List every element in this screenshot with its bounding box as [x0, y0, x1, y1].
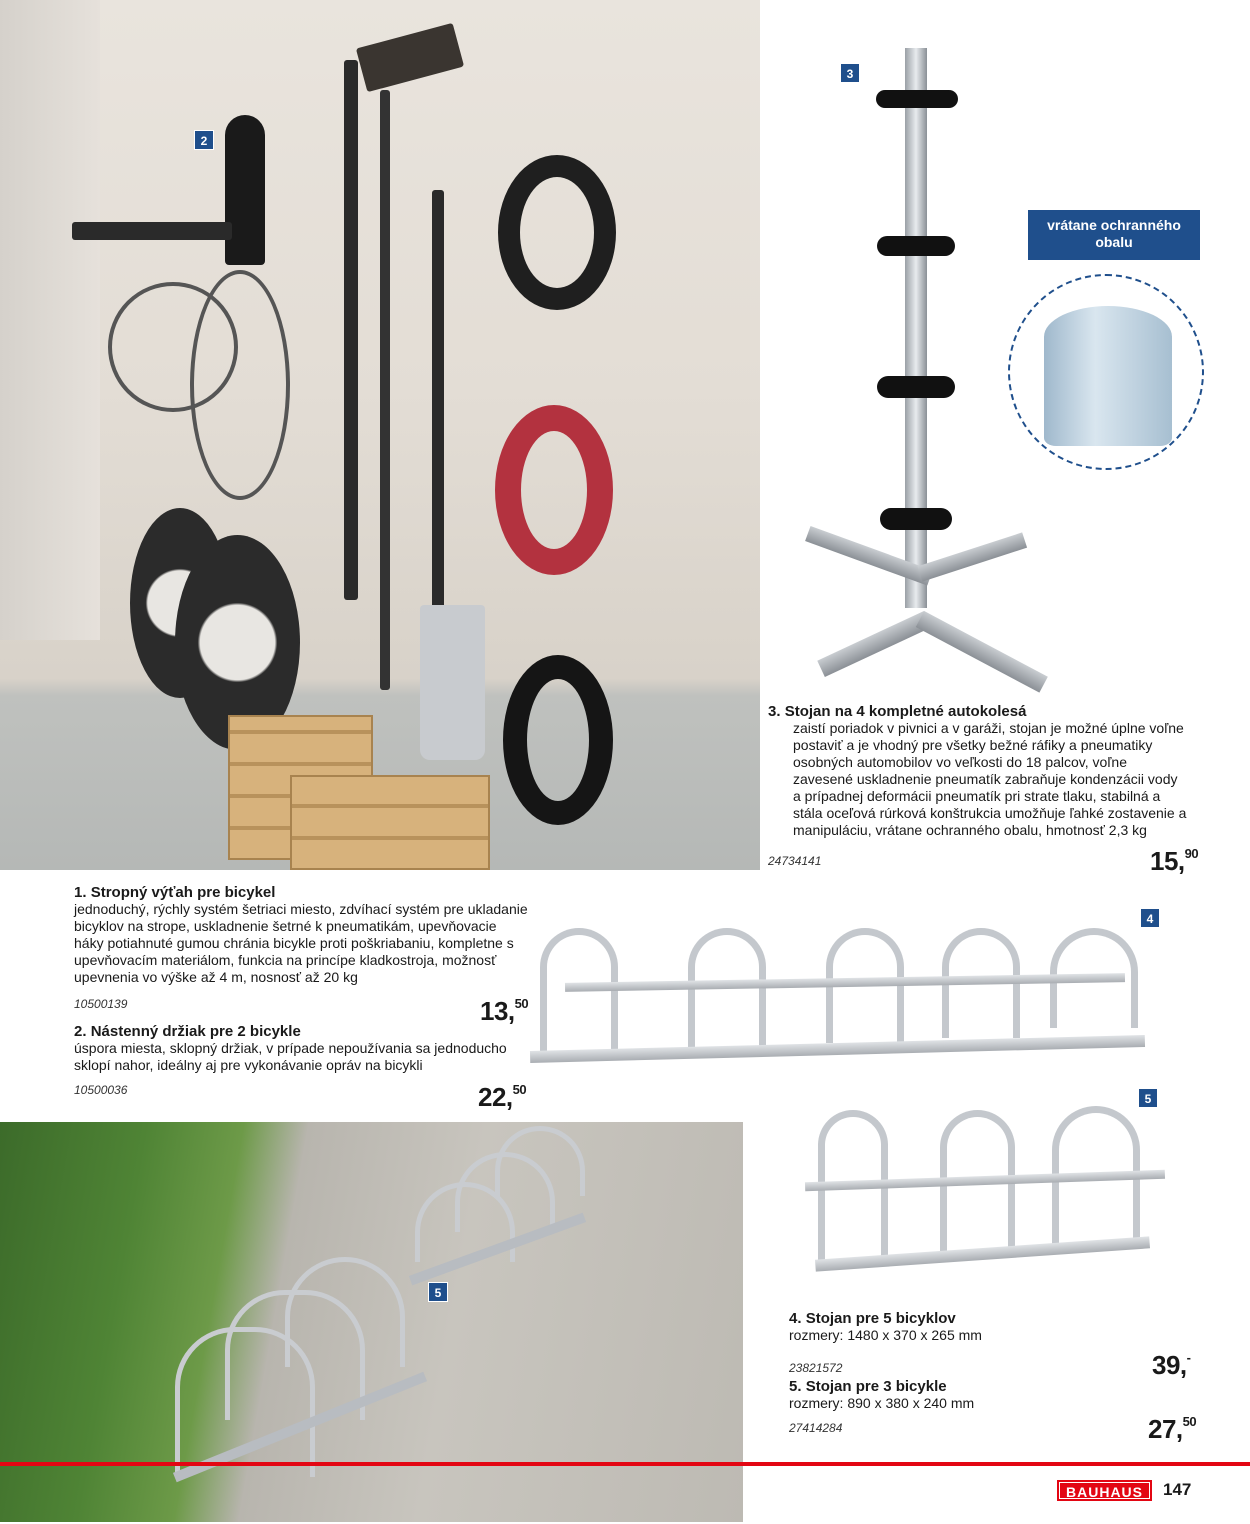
product-5-name: Stojan pre 3 bicykle	[805, 1378, 947, 1395]
stand-plate-4	[880, 508, 952, 530]
badge-4: 4	[1140, 908, 1160, 928]
park-rack-near-arc-3	[285, 1257, 405, 1367]
product-4-code: 23821572	[789, 1361, 843, 1375]
product-3-name: Stojan na 4 kompletné autokolesá	[784, 703, 1027, 720]
product-4-name: Stojan pre 5 bicyklov	[805, 1310, 956, 1327]
protective-cover-inset	[1008, 274, 1204, 470]
product-1-name: Stropný výťah pre bicykel	[90, 884, 276, 901]
product-2	[74, 1023, 529, 1099]
cover-banner-line1: vrátane ochranného	[1047, 217, 1181, 233]
product-5-price-main: 27,	[1148, 1414, 1183, 1444]
bauhaus-logo: BAUHAUS	[1057, 1480, 1152, 1501]
product-3-description: zaistí poriadok v pivnici a v garáži, stojan je možné úplne voľne postaviť a je vhodný pre všetky bežné ráfiky a pneumatiky osobných automobilov vo veľkosti do 18 palcov, voľne zavesené uskladnenie pneumatík zabraňuje kondenzácii vody a prípadnej deformácii pneumatík pri strate tlaku, stabilná a stála oceľová rúrková konštrukcia umožňuje ľahké zostavenie a manipuláciu, vrátane ochranného obalu, hmotnosť 2,3 kg	[793, 720, 1187, 838]
wall-shadow	[0, 0, 100, 640]
product-3-code: 24734141	[768, 854, 822, 868]
product-3	[768, 703, 1188, 870]
product-3-title	[768, 703, 1188, 720]
tool-handle-2	[380, 90, 390, 690]
stand-plate-3	[877, 376, 955, 398]
product-2-price-cents: 50	[512, 1082, 527, 1097]
product-5-description: rozmery: 890 x 380 x 240 mm	[789, 1395, 975, 1411]
stand-leg-4	[916, 611, 1048, 693]
garage-photo	[0, 0, 760, 870]
broom-head	[356, 23, 464, 92]
product-2-price	[478, 1082, 526, 1113]
product-5-number: 5.	[789, 1378, 802, 1395]
product-5-price	[1148, 1414, 1196, 1445]
shovel-handle	[432, 190, 444, 620]
hose-black-bottom	[503, 655, 613, 825]
bicycle-saddle	[72, 222, 232, 240]
product-2-name: Nástenný držiak pre 2 bicykle	[90, 1023, 301, 1040]
product-4-price	[1152, 1350, 1191, 1381]
badge-2: 2	[194, 130, 214, 150]
product-2-description: úspora miesta, sklopný držiak, v prípade nepoužívania sa jednoducho sklopí nahor, ideálny aj pre vykonávanie opráv na bicykli	[74, 1040, 507, 1073]
product-1-price-main: 13,	[480, 996, 515, 1026]
park-rack-far-arc-3	[495, 1126, 585, 1196]
shovel-blade	[420, 605, 485, 760]
stand-plate-2	[877, 236, 955, 256]
hose-black-top	[498, 155, 616, 310]
footer-red-line	[0, 1462, 1250, 1466]
product-5-price-cents: 50	[1182, 1414, 1197, 1429]
bicycle-rear-wheel	[190, 270, 290, 500]
protective-cover-image	[1044, 306, 1172, 446]
product-3-price-main: 15,	[1150, 846, 1185, 876]
badge-3: 3	[840, 63, 860, 83]
product-3-price-cents: 90	[1184, 846, 1199, 861]
product-5	[789, 1378, 1149, 1437]
product-4-price-cents: -	[1186, 1350, 1191, 1365]
product-1-title	[74, 884, 529, 901]
product-3-price	[1150, 846, 1198, 877]
product-5-title	[789, 1378, 1149, 1395]
product-1-code: 10500139	[74, 997, 128, 1011]
product-5-code: 27414284	[789, 1421, 843, 1435]
product-3-number: 3.	[768, 703, 781, 720]
product-1-description: jednoduchý, rýchly systém šetriaci miesto, zdvíhací systém pre ukladanie bicyklov na strope, uskladnenie šetrné k pneumatikám, upevňovacie háky potiahnuté gumou chránia bicykle proti poškriabaniu, kompletne s upevňovacím materiálom, funkcia na princípe kladkostroja, možnosť upevnenia vo výške až 4 m, nosnosť až 20 kg	[74, 901, 528, 985]
product-2-title	[74, 1023, 529, 1040]
stand-leg-2	[918, 532, 1028, 581]
product-4-number: 4.	[789, 1310, 802, 1327]
wooden-crate-front	[290, 775, 490, 870]
product-2-code: 10500036	[74, 1083, 128, 1097]
stand-leg-3	[817, 611, 932, 677]
tool-handle-1	[344, 60, 358, 600]
stand-plate-1	[876, 90, 958, 108]
product-1-number: 1.	[74, 884, 87, 901]
product-1-price-cents: 50	[514, 996, 529, 1011]
cover-included-banner	[1028, 210, 1200, 260]
page-number: 147	[1163, 1480, 1192, 1499]
badge-5-left: 5	[428, 1282, 448, 1302]
product-1	[74, 884, 529, 1013]
product-4	[789, 1310, 1149, 1377]
cover-banner-line2: obalu	[1095, 234, 1133, 250]
hose-red	[495, 405, 613, 575]
badge-5-right: 5	[1138, 1088, 1158, 1108]
product-4-description: rozmery: 1480 x 370 x 265 mm	[789, 1327, 982, 1343]
product-4-price-main: 39,	[1152, 1350, 1187, 1380]
product-2-number: 2.	[74, 1023, 87, 1040]
product-2-price-main: 22,	[478, 1082, 513, 1112]
product-4-title	[789, 1310, 1149, 1327]
bicycle-holder	[225, 115, 265, 265]
